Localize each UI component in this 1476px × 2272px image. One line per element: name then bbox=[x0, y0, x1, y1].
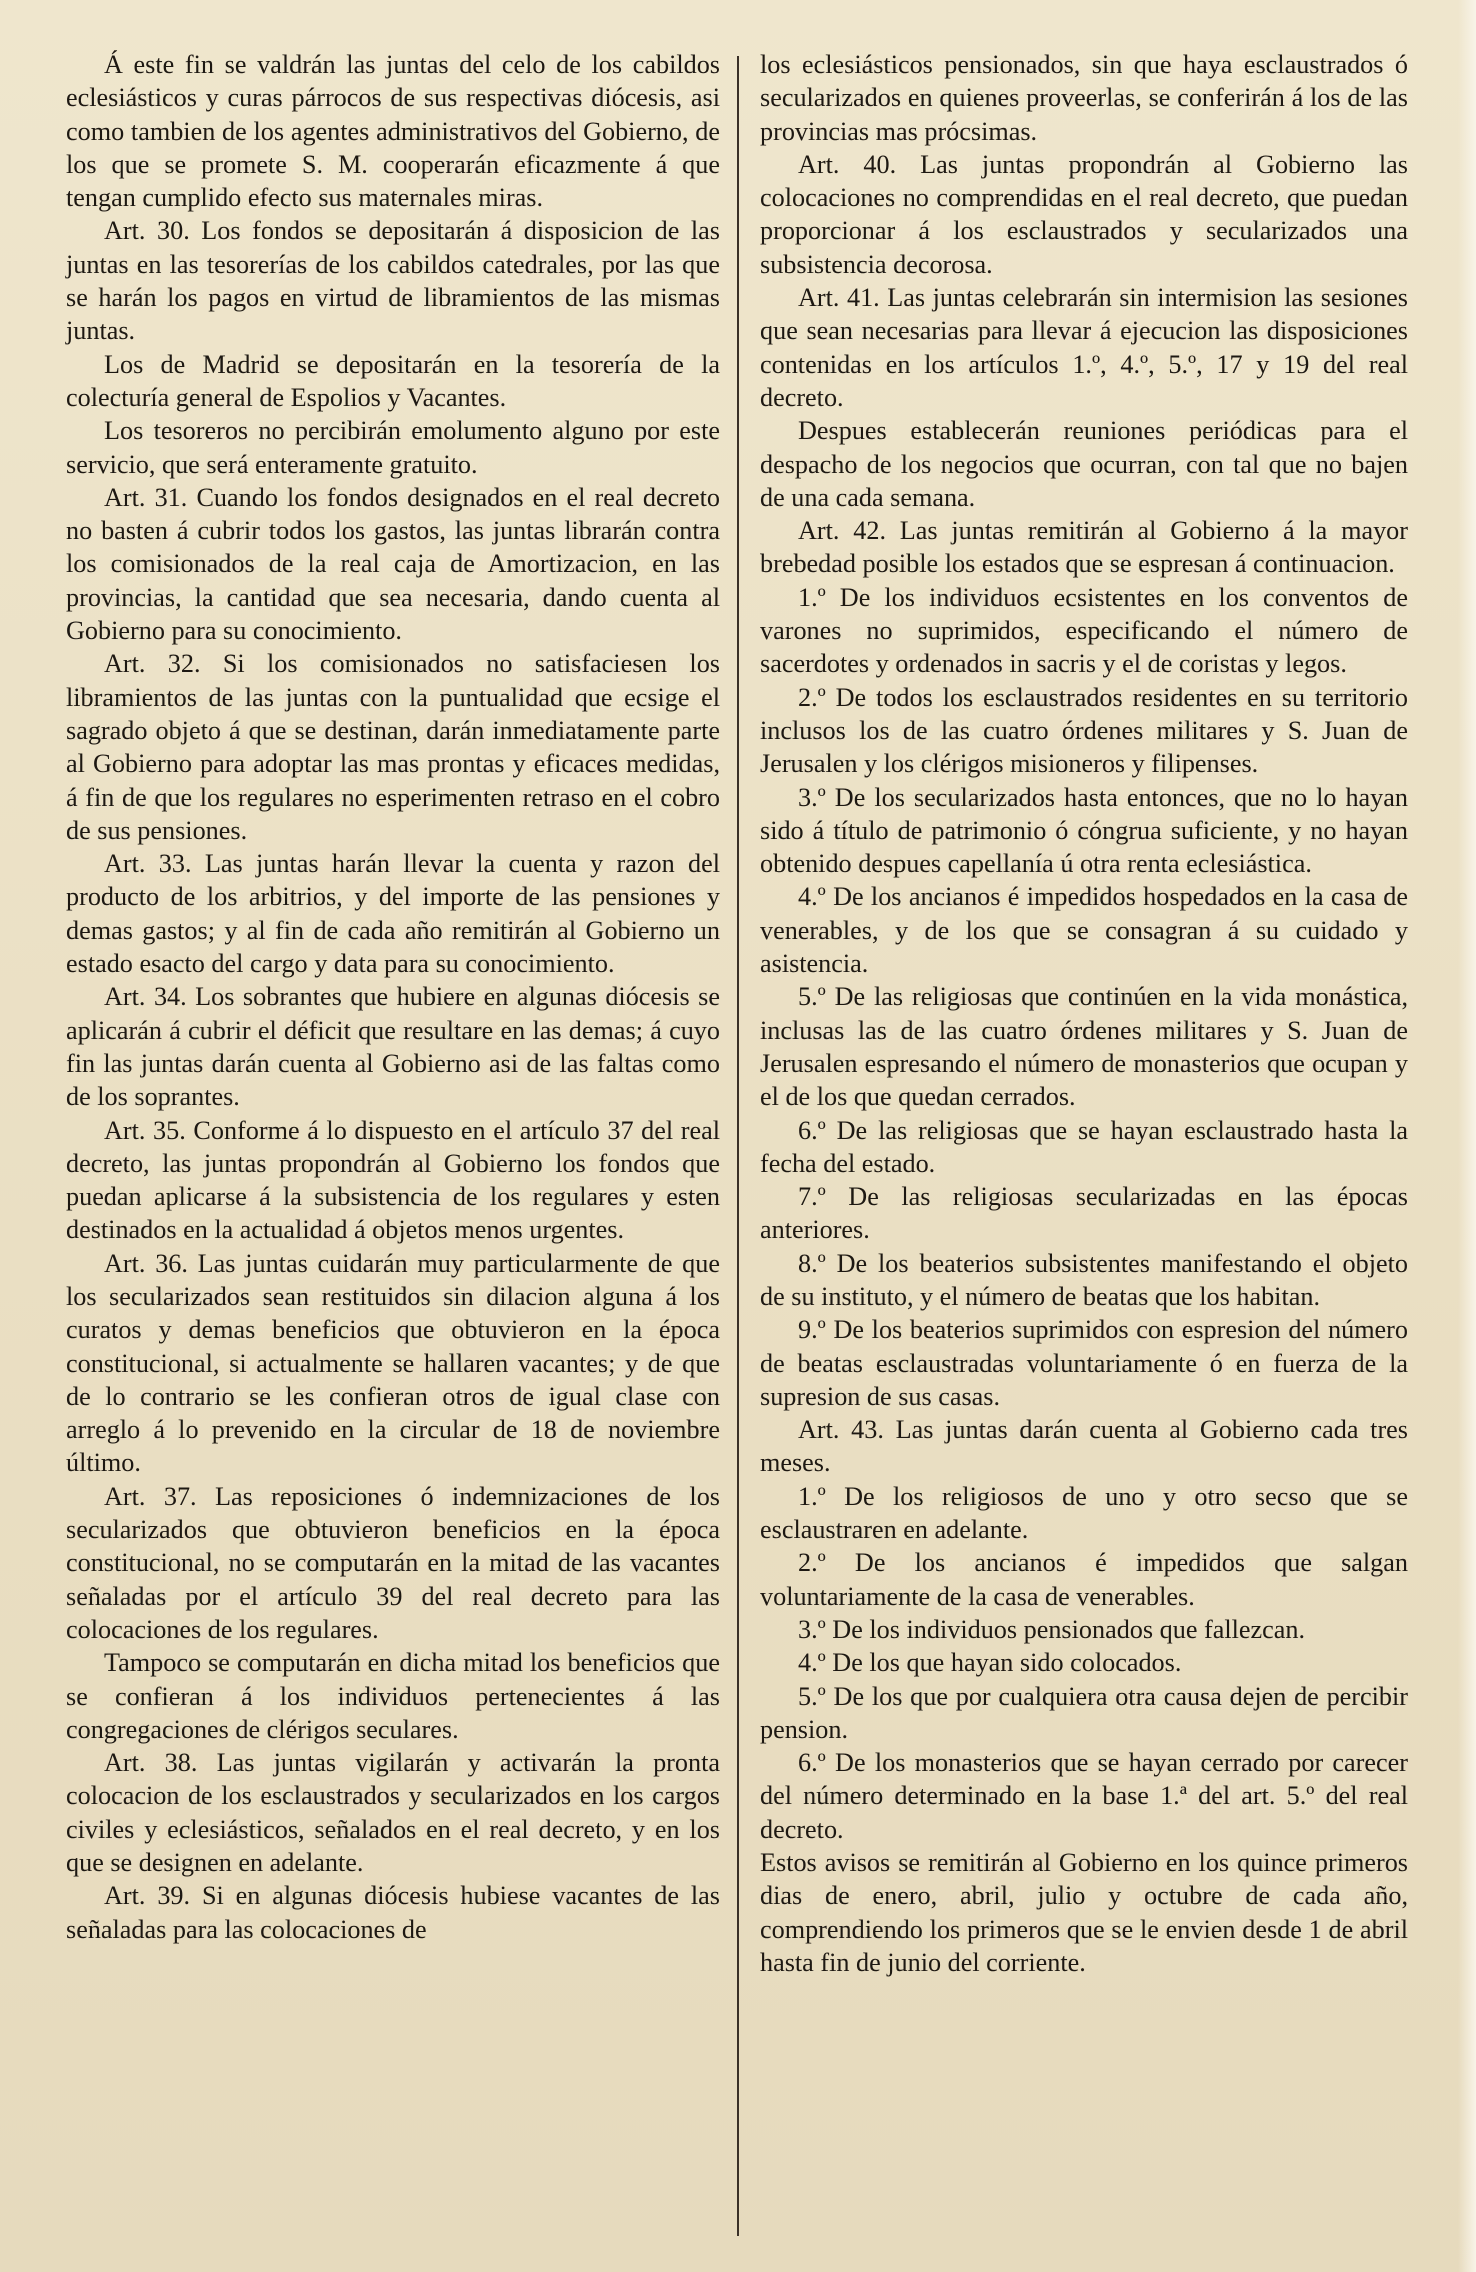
right-column-paragraph: Art. 42. Las juntas remitirán al Gobierno á la mayor brebedad posible los estados que se espresan á continuacion. bbox=[760, 516, 1408, 579]
left-column-paragraph: Art. 32. Si los comisionados no satisfaciesen los libramientos de las juntas con la puntualidad que ecsige el sagrado objeto á que se destinan, darán inmediatamente parte al Gobierno para adoptar las mas prontas y eficaces medidas, á fin de que los regulares no esperimenten retraso en el cobro de sus pensiones. bbox=[66, 649, 720, 845]
left-column-paragraph: Á este fin se valdrán las juntas del celo de los cabildos eclesiásticos y curas párrocos de sus respectivas diócesis, asi como tambien de los agentes administrativos del Gobierno, de los que se promete S. M. cooperarán eficazmente á que tengan cumplido efecto sus maternales miras. bbox=[66, 50, 720, 213]
left-column-paragraph: Art. 31. Cuando los fondos designados en el real decreto no basten á cubrir todos los gastos, las juntas librarán contra los comisionados de la real caja de Amortizacion, en las provincias, la cantidad que sea necesaria, dando cuenta al Gobierno para su conocimiento. bbox=[66, 482, 720, 646]
left-column bbox=[66, 48, 720, 2248]
left-column-paragraph: Tampoco se computarán en dicha mitad los beneficios que se confieran á los individuos pertenecientes á las congregaciones de clérigos seculares. bbox=[66, 1648, 720, 1744]
right-column-paragraph: 6.º De los monasterios que se hayan cerrado por carecer del número determinado en la base 1.ª del art. 5.º del real decreto. bbox=[760, 1748, 1408, 1844]
right-column-paragraph: 6.º De las religiosas que se hayan esclaustrado hasta la fecha del estado. bbox=[760, 1115, 1408, 1178]
right-column-paragraph: 3.º De los secularizados hasta entonces, que no lo hayan sido á título de patrimonio ó cóngrua suficiente, y no hayan obtenido despues capellanía ú otra renta eclesiástica. bbox=[760, 782, 1408, 879]
right-column-paragraph: Art. 40. Las juntas propondrán al Gobierno las colocaciones no comprendidas en el real decreto, que puedan proporcionar á los esclaustrados y secularizados una subsistencia decorosa. bbox=[760, 149, 1408, 279]
left-column-paragraph: Art. 38. Las juntas vigilarán y activarán la pronta colocacion de los esclaustrados y secularizados en los cargos civiles y eclesiásticos, señalados en el real decreto, y en los que se designen en adelante. bbox=[66, 1748, 720, 1878]
left-column-paragraph: Art. 33. Las juntas harán llevar la cuenta y razon del producto de los arbitrios, y del importe de las pensiones y demas gastos; y al fin de cada año remitirán al Gobierno un estado esacto del cargo y data para su conocimiento. bbox=[66, 849, 720, 979]
right-column-paragraph: 5.º De las religiosas que continúen en la vida monástica, inclusas las de las cuatro órdenes militares y S. Juan de Jerusalen espresando el número de monasterios que ocupan y el de los que quedan cerrados. bbox=[760, 982, 1408, 1112]
left-column-paragraph: Art. 34. Los sobrantes que hubiere en algunas diócesis se aplicarán á cubrir el déficit que resultare en las demas; á cuyo fin las juntas darán cuenta al Gobierno asi de las faltas como de los soprantes. bbox=[66, 982, 720, 1112]
right-column-paragraph: 1.º De los religiosos de uno y otro secso que se esclaustraren en adelante. bbox=[760, 1481, 1408, 1545]
left-column-paragraph: Los de Madrid se depositarán en la tesorería de la colecturía general de Espolios y Vacantes. bbox=[66, 349, 720, 412]
right-column-paragraph: 4.º De los ancianos é impedidos hospedados en la casa de venerables, y de los que se consagran á su cuidado y asistencia. bbox=[760, 882, 1408, 979]
right-column-paragraph: 2.º De los ancianos é impedidos que salgan voluntariamente de la casa de venerables. bbox=[760, 1548, 1408, 1611]
left-column-paragraph: Art. 37. Las reposiciones ó indemnizaciones de los secularizados que obtuvieron beneficios en la época constitucional, no se computarán en la mitad de las vacantes señaladas por el artículo 39 del real decreto para las colocaciones de los regulares. bbox=[66, 1481, 720, 1644]
right-column-paragraph: Despues establecerán reuniones periódicas para el despacho de los negocios que ocurran, con tal que no bajen de una cada semana. bbox=[760, 416, 1408, 512]
page-edge bbox=[1458, 0, 1476, 2272]
right-column-paragraph: Estos avisos se remitirán al Gobierno en los quince primeros dias de enero, abril, julio y octubre de cada año, comprendiendo los primeros que se le envien desde 1 de abril hasta fin de junio del corriente. bbox=[760, 1848, 1408, 1977]
left-column-paragraph: Art. 35. Conforme á lo dispuesto en el artículo 37 del real decreto, las juntas propondrán al Gobierno los fondos que puedan aplicarse á la subsistencia de los regulares y esten destinados en la actualidad á objetos menos urgentes. bbox=[66, 1115, 720, 1245]
right-column-paragraph: Art. 41. Las juntas celebrarán sin intermision las sesiones que sean necesarias para llevar á ejecucion las disposiciones contenidas en los artículos 1.º, 4.º, 5.º, 17 y 19 del real decreto. bbox=[760, 283, 1408, 412]
right-column-paragraph: 3.º De los individuos pensionados que fallezcan. bbox=[798, 1614, 1306, 1644]
left-column-paragraph: Los tesoreros no percibirán emolumento alguno por este servicio, que será enteramente gratuito. bbox=[66, 416, 720, 479]
right-column-paragraph: 8.º De los beaterios subsistentes manifestando el objeto de su instituto, y el número de beatas que los habitan. bbox=[760, 1248, 1408, 1311]
right-column-paragraph: 1.º De los individuos ecsistentes en los conventos de varones no suprimidos, especificando el número de sacerdotes y ordenados in sacris y el de coristas y legos. bbox=[760, 582, 1408, 679]
right-column-paragraph: los eclesiásticos pensionados, sin que haya esclaustrados ó secularizados en quienes proveerlas, se conferirán á los de las provincias mas prócsimas. bbox=[760, 50, 1408, 146]
right-column bbox=[760, 48, 1408, 2248]
right-column-paragraph: 5.º De los que por cualquiera otra causa dejen de percibir pension. bbox=[760, 1681, 1408, 1744]
right-column-paragraph: 9.º De los beaterios suprimidos con espresion del número de beatas esclaustradas voluntariamente ó en fuerza de la supresion de sus casas. bbox=[760, 1315, 1408, 1411]
left-column-paragraph: Art. 39. Si en algunas diócesis hubiese vacantes de las señaladas para las colocaciones de bbox=[66, 1881, 720, 1944]
left-column-paragraph: Art. 30. Los fondos se depositarán á disposicion de las juntas en las tesorerías de los cabildos catedrales, por las que se harán los pagos en virtud de libramientos de las mismas juntas. bbox=[66, 216, 720, 346]
right-column-paragraph: 2.º De todos los esclaustrados residentes en su territorio inclusos los de las cuatro órdenes militares y S. Juan de Jerusalen y los clérigos misioneros y filipenses. bbox=[760, 682, 1408, 779]
right-column-paragraph: Art. 43. Las juntas darán cuenta al Gobierno cada tres meses. bbox=[760, 1415, 1408, 1478]
right-column-paragraph: 4.º De los que hayan sido colocados. bbox=[798, 1648, 1182, 1678]
column-divider bbox=[737, 56, 739, 2236]
right-column-paragraph: 7.º De las religiosas secularizadas en las épocas anteriores. bbox=[760, 1182, 1408, 1245]
left-column-paragraph: Art. 36. Las juntas cuidarán muy particularmente de que los secularizados sean restituidos sin dilacion alguna á los curatos y demas beneficios que obtuvieron en la época constitucional, si actualmente se hallaren vacantes; y de que de lo contrario se les confieran otros de igual clase con arreglo á lo prevenido en la circular de 18 de noviembre último. bbox=[66, 1248, 720, 1478]
